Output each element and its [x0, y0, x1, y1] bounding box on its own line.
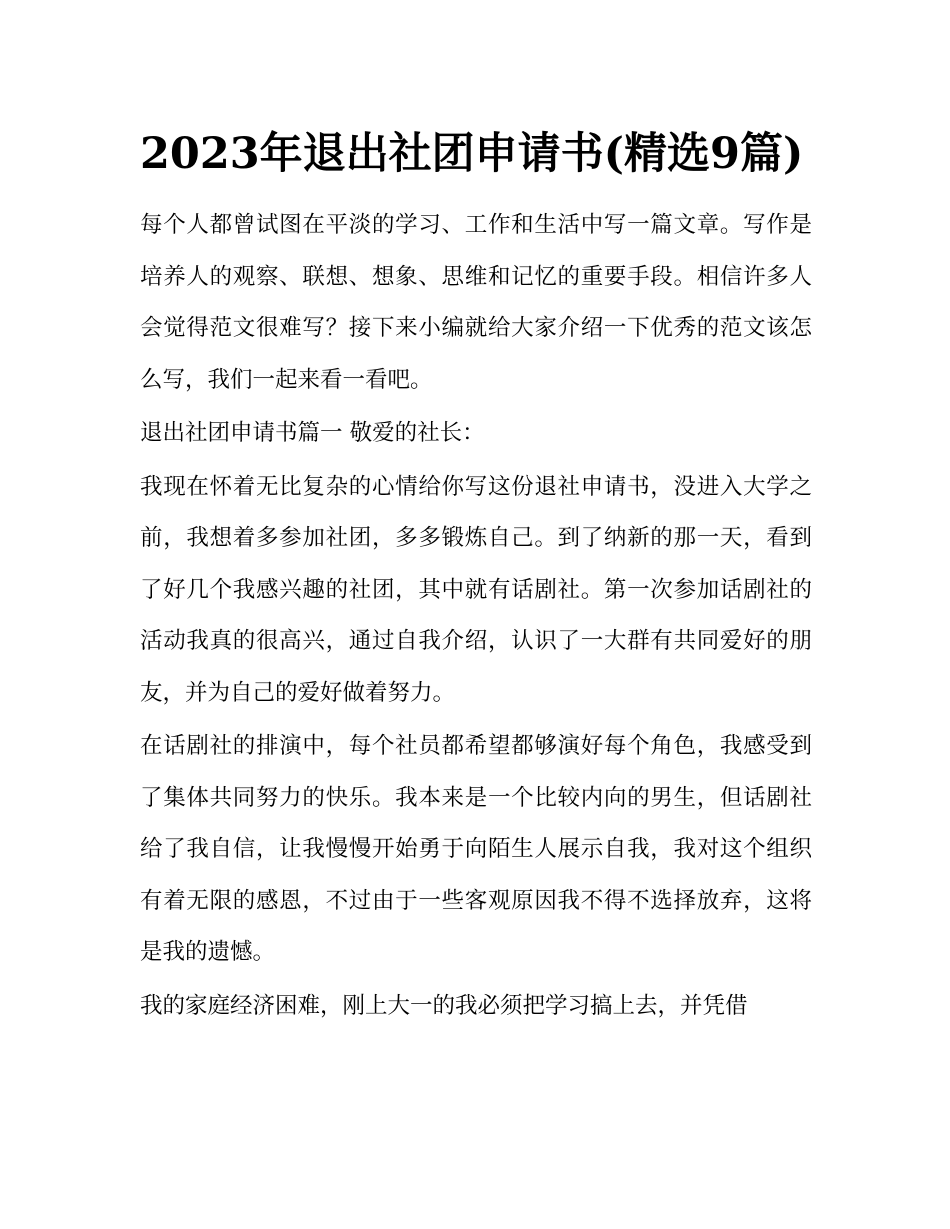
- paragraph-body-3: 我的家庭经济困难，刚上大一的我必须把学习搞上去，并凭借: [140, 992, 748, 1019]
- paragraph-body-1: 我现在怀着无比复杂的心情给你写这份退社申请书，没进入大学之前，我想着多参加社团，多多锻炼自己。到了纳新的那一天，看到了好几个我感兴趣的社团，其中就有话剧社。第一次参加话剧社的活动我真的很高兴，通过自我介绍，认识了一大群有共同爱好的朋友，并为自己的爱好做着努力。: [140, 473, 812, 706]
- document-title: 2023年退出社团申请书(精选9篇): [140, 129, 804, 179]
- document-body: [140, 118, 812, 1034]
- paragraph-body-2: 在话剧社的排演中，每个社员都希望都够演好每个角色，我感受到了集体共同努力的快乐。我本来是一个比较内向的男生，但话剧社给了我自信，让我慢慢开始勇于向陌生人展示自我，我对这个组织有着无限的感恩，不过由于一些客观原因我不得不选择放弃，这将是我的遗憾。: [140, 733, 812, 965]
- paragraph-salutation: 退出社团申请书篇一 敬爱的社长：: [140, 420, 485, 446]
- paragraph-intro: 每个人都曾试图在平淡的学习、工作和生活中写一篇文章。写作是培养人的观察、联想、想象、思维和记忆的重要手段。相信许多人会觉得范文很难写？接下来小编就给大家介绍一下优秀的范文该怎么写，我们一起来看一看吧。: [140, 212, 812, 393]
- paragraph-list: [140, 200, 812, 1032]
